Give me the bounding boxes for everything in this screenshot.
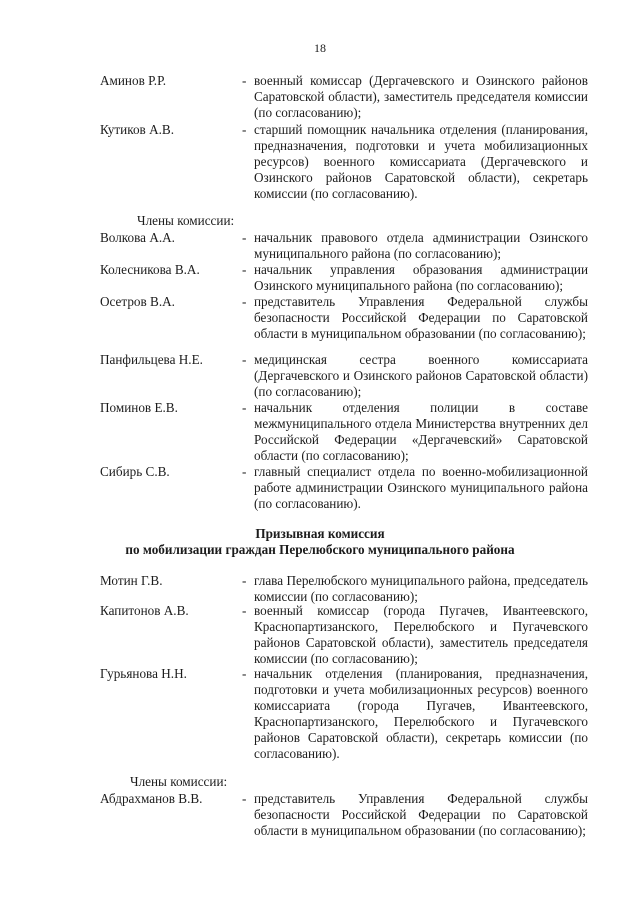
dash: - [242, 294, 247, 309]
person-name: Кутиков А.В. [100, 122, 174, 137]
person-role: военный комиссар (Дергачевского и Озинского районов Саратовской области), заместитель председателя комиссии (по согласованию); [254, 73, 588, 120]
person-name: Осетров В.А. [100, 294, 175, 309]
person-name: Абдрахманов В.В. [100, 791, 203, 806]
person-role: начальник правового отдела администрации Озинского муниципального района (по согласованию); [254, 230, 588, 261]
dash: - [242, 791, 247, 806]
person-role: представитель Управления Федеральной службы безопасности Российской Федерации по Саратовской области в муниципальном образовании (по согласованию); [254, 294, 588, 341]
person-name: Капитонов А.В. [100, 603, 189, 618]
dash: - [242, 603, 247, 618]
person-role: начальник управления образования администрации Озинского муниципального района (по согласованию); [254, 262, 588, 293]
dash: - [242, 73, 247, 88]
dash: - [242, 666, 247, 681]
dash: - [242, 464, 247, 479]
members-label: Члены комиссии: [130, 774, 228, 789]
dash: - [242, 262, 247, 277]
dash: - [242, 230, 247, 245]
person-name: Поминов Е.В. [100, 400, 178, 415]
person-name: Волкова А.А. [100, 230, 175, 245]
section-heading: по мобилизации граждан Перелюбского муниципального района [125, 542, 515, 557]
person-role: представитель Управления Федеральной службы безопасности Российской Федерации по Саратовской области в муниципальном образовании (по согласованию); [254, 791, 588, 838]
person-name: Колесникова В.А. [100, 262, 200, 277]
dash: - [242, 573, 247, 588]
person-role: глава Перелюбского муниципального района, председатель комиссии (по согласованию); [254, 573, 588, 604]
person-name: Панфильцева Н.Е. [100, 352, 203, 367]
section-heading: Призывная комиссия [255, 526, 385, 541]
dash: - [242, 400, 247, 415]
dash: - [242, 352, 247, 367]
page-number: 18 [314, 41, 326, 55]
person-name: Мотин Г.В. [100, 573, 163, 588]
person-name: Сибирь С.В. [100, 464, 170, 479]
person-name: Аминов Р.Р. [100, 73, 167, 88]
person-role: военный комиссар (города Пугачев, Ивантеевского, Краснопартизанского, Перелюбского и Пугачевского районов Саратовской области), заместитель председателя комиссии (по согласованию); [254, 603, 588, 666]
dash: - [242, 122, 247, 137]
members-label: Члены комиссии: [137, 213, 235, 228]
person-name: Гурьянова Н.Н. [100, 666, 187, 681]
person-role: старший помощник начальника отделения (планирования, предназначения, подготовки и учета мобилизационных ресурсов) военного комиссариата (Дергачевского и Озинского районов Саратовской области), секретарь комиссии (по согласованию). [254, 122, 588, 201]
person-role: медицинская сестра военного комиссариата (Дергачевского и Озинского районов Саратовской области) (по согласованию); [254, 352, 588, 399]
person-role: главный специалист отдела по военно-мобилизационной работе администрации Озинского муниципального района (по согласованию). [254, 464, 588, 511]
person-role: начальник отделения полиции в составе межмуниципального отдела Министерства внутренних дел Российской Федерации «Дергачевский» Саратовской области (по согласованию); [254, 400, 588, 463]
person-role: начальник отделения (планирования, предназначения, подготовки и учета мобилизационных ресурсов) военного комиссариата (города Пугачев, Ивантеевского, Краснопартизанского, Перелюбского и Пугачевского районов Саратовской области), секретарь комиссии (по согласованию). [254, 666, 588, 761]
